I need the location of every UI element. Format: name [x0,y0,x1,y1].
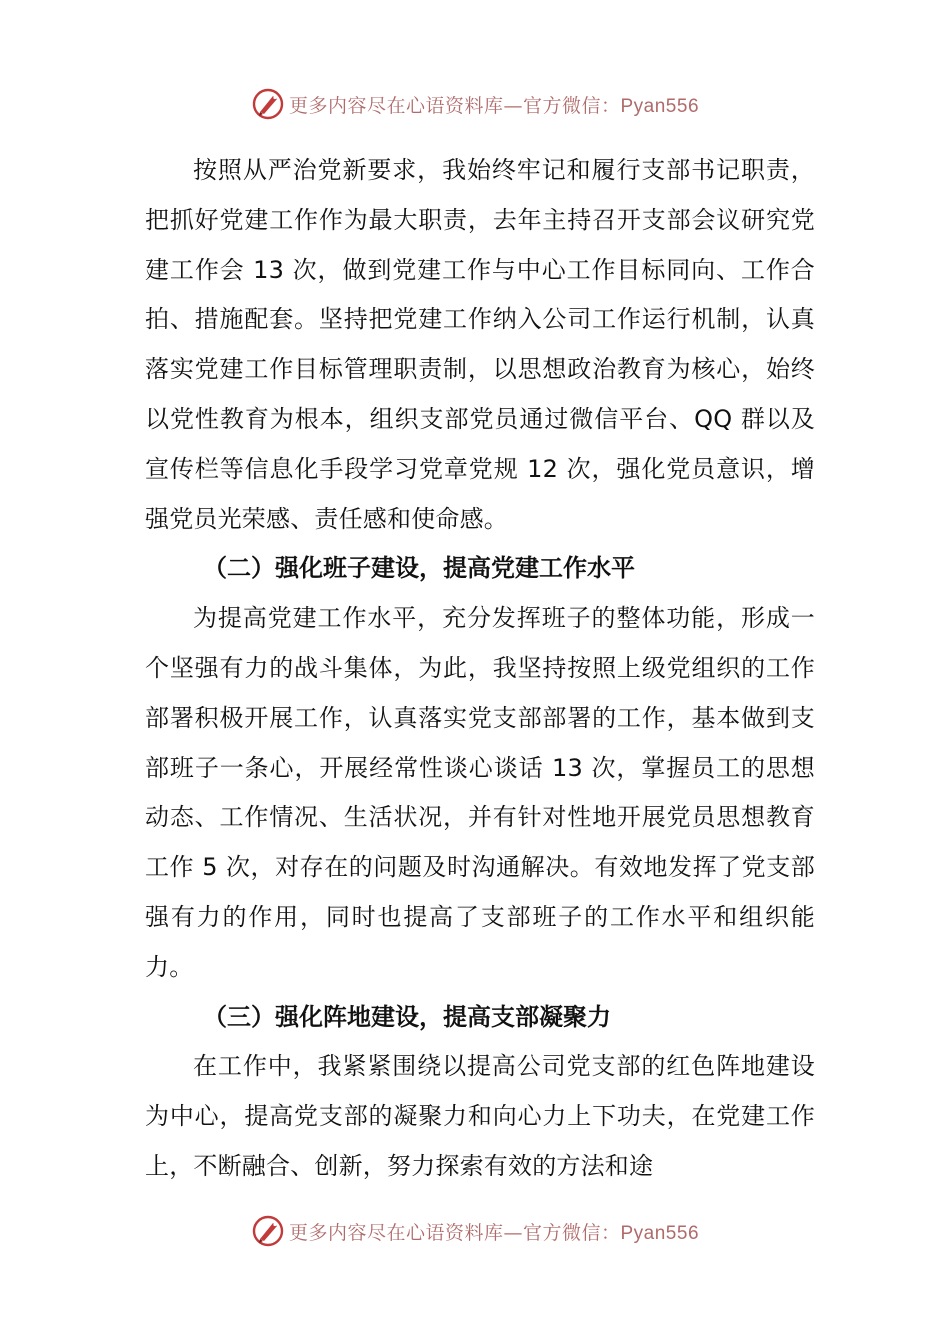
pen-nib-logo-icon [251,1214,285,1248]
watermark-wechat-id: Pyan556 [620,95,700,117]
watermark-wechat-id: Pyan556 [620,1222,700,1244]
watermark-text: 更多内容尽在心语资料库—官方微信： [288,1221,621,1244]
section-heading-2: （二）强化班子建设，提高党建工作水平 [203,554,635,583]
paragraph-1: 按照从严治党新要求，我始终牢记和履行支部书记职责，把抓好党建工作作为最大职责，去年主持召开支部会议研究党建工作会 13 次，做到党建工作与中心工作目标同向、工作合拍、措施配套。坚持把党建工作纳入公司工作运行机制，认真落实党建工作目标管理职责制，以思想政治教育为核心，始终以党性教育为根本，组织支部党员通过微信平台、QQ 群以及宣传栏等信息化手段学习党章党规 12 次，强化党员意识，增强党员光荣感、责任感和使命感。 [145,156,815,533]
document-body [145,146,815,1192]
footer-watermark [0,1211,950,1251]
watermark-text: 更多内容尽在心语资料库—官方微信： [288,94,621,117]
header-watermark [0,84,950,124]
pen-nib-logo-icon [251,87,285,121]
section-heading-3: （三）强化阵地建设，提高支部凝聚力 [203,1002,611,1031]
paragraph-2: 为提高党建工作水平，充分发挥班子的整体功能，形成一个坚强有力的战斗集体，为此，我坚持按照上级党组织的工作部署积极开展工作，认真落实党支部部署的工作，基本做到支部班子一条心，开展经常性谈心谈话 13 次，掌握员工的思想动态、工作情况、生活状况，并有针对性地开展党员思想教育工作 5 次，对存在的问题及时沟通解决。有效地发挥了党支部强有力的作用，同时也提高了支部班子的工作水平和组织能力。 [145,604,815,981]
paragraph-3: 在工作中，我紧紧围绕以提高公司党支部的红色阵地建设为中心，提高党支部的凝聚力和向心力上下功夫，在党建工作上，不断融合、创新，努力探索有效的方法和途 [145,1052,815,1180]
